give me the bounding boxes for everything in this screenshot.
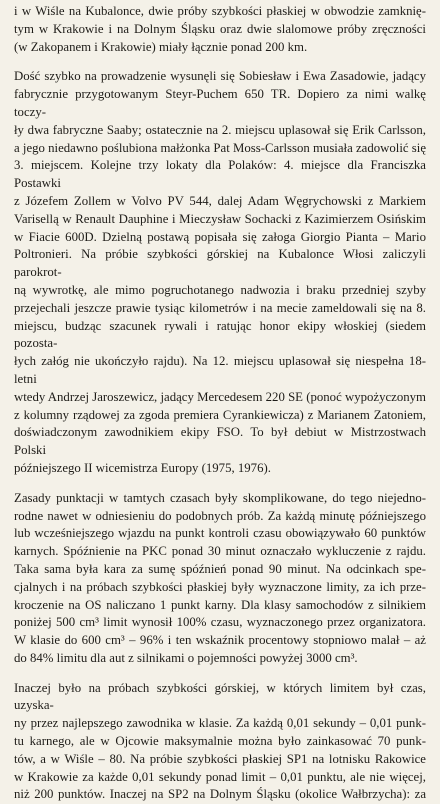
- text-line: 3. miejscem. Kolejne trzy lokaty dla Polaków: 4. miejsce dla Franciszka Postawki: [14, 158, 426, 191]
- text-line: przejechali jeszcze prawie tysiąc kilometrów i na mecie zameldowali się na 8.: [14, 300, 426, 315]
- paragraph-limits: [14, 680, 426, 804]
- text-line: rodne nawet w odniesieniu do podobnych prób. Za każdą minutę późniejszego: [14, 508, 426, 523]
- text-line: łych załóg nie ukończyło rajdu). Na 12. miejscu uplasował się niespełna 18-letni: [14, 354, 426, 386]
- text-line: tu karnego, ale w Ojcowie maksymalnie można było zainkasować 70 punk-: [14, 734, 426, 749]
- text-line: W klasie do 600 cm³ – 96% i ten wskaźnik procentowy stopniowo malał – aż: [14, 633, 426, 648]
- paragraph-gap: [14, 668, 426, 680]
- text-line: w Krakowie za każde 0,01 sekundy ponad limit – 0,01 punktu, ale nie więcej,: [14, 769, 426, 784]
- text-line: a jego niedawno poślubiona małżonka Pat Moss-Carlsson musiała zadowolić się: [14, 140, 426, 155]
- text-line: poniżej 500 cm³ limit wynosił 100% czasu, wyznaczonego przez organizatora.: [14, 615, 426, 630]
- text-line: miejscu, budząc szacunek rywali i ratując honor ekipy włoskiej (siedem pozosta-: [14, 318, 426, 351]
- text-line: ły dwa fabryczne Saaby; ostatecznie na 2. miejscu uplasował się Erik Carlsson,: [14, 122, 426, 137]
- text-line: Inaczej było na próbach szybkości górskiej, w których limitem był czas, uzyska-: [14, 680, 426, 713]
- text-line: cjalnych i na próbach szybkości płaskiej były wyznaczone limity, za ich prze-: [14, 579, 426, 594]
- text-line: z Józefem Zollem w Volvo PV 544, dalej Adam Węgrychowski z Markiem: [14, 193, 426, 208]
- paragraph-scoring: [14, 490, 426, 668]
- text-line: ny przez najlepszego zawodnika w klasie. Za każdą 0,01 sekundy – 0,01 punk-: [14, 716, 426, 731]
- text-line: (w Zakopanem i Krakowie) miały łącznie ponad 200 km.: [14, 39, 308, 54]
- paragraph-route: [14, 3, 426, 56]
- paragraph-gap: [14, 56, 426, 68]
- text-line: ną wywrotkę, ale mimo pogruchotanego nadwozia i braku przedniej szyby: [14, 282, 426, 297]
- text-line: lub wcześniejszego wjazdu na punkt kontroli czasu obowiązywało 60 punktów: [14, 526, 426, 541]
- text-line: późniejszego II wicemistrza Europy (1975, 1976).: [14, 460, 271, 475]
- text-line: tym w Krakowie i na Dolnym Śląsku oraz dwie slalomowe próby zręczności: [14, 21, 426, 36]
- text-line: i w Wiśle na Kubalonce, dwie próby szybkości płaskiej w obwodzie zamknię-: [14, 4, 426, 18]
- text-line: Poltronieri. Na próbie szybkości górskiej na Kubalonce Włosi zaliczyli parokrot-: [14, 247, 426, 280]
- text-line: Dość szybko na prowadzenie wysunęli się Sobiesław i Ewa Zasadowie, jadący: [14, 69, 426, 84]
- text-line: Taka sama była kara za sumę spóźnień ponad 90 minut. Na odcinkach spe-: [14, 561, 426, 576]
- text-line: fabrycznie przygotowanym Steyr-Puchem 650 TR. Dopiero za nimi walkę toczy-: [14, 87, 426, 119]
- text-line: niż 200 punktów. Inaczej na SP2 na Dolnym Śląsku (okolice Wałbrzycha): za: [14, 787, 426, 802]
- text-line: wtedy Andrzej Jaroszewicz, jadący Mercedesem 220 SE (ponoć wypożyczonym: [14, 389, 426, 404]
- text-line: do 84% limitu dla aut z silnikami o pojemności powyżej 3000 cm³.: [14, 650, 358, 665]
- text-line: Varisellą w Renault Dauphine i Mieczysław Sochacki z Kazimierzem Osińskim: [14, 211, 426, 226]
- text-line: z kolumny rządowej za zgoda premiera Cyrankiewicza) z Marianem Zatoniem,: [14, 407, 426, 422]
- text-line: tów, a w Wiśle – 80. Na próbie szybkości płaskiej SP1 na lotnisku Rakowice: [14, 751, 426, 766]
- text-line: kroczenie na OS naliczano 1 punkt karny. Dla klasy samochodów z silnikiem: [14, 597, 426, 612]
- paragraph-results: [14, 68, 426, 477]
- paragraph-gap: [14, 478, 426, 490]
- text-line: karnych. Spóźnienie na PKC ponad 30 minut oznaczało wykluczenie z rajdu.: [14, 544, 426, 559]
- text-line: Zasady punktacji w tamtych czasach były skomplikowane, do tego niejedno-: [14, 490, 426, 505]
- text-line: w Fiacie 600D. Dzielną postawą popisała się załoga Giorgio Pianta – Mario: [14, 229, 426, 244]
- text-line: doświadczonym zawodnikiem ekipy FSO. To był debiut w Mistrzostwach Polski: [14, 425, 426, 458]
